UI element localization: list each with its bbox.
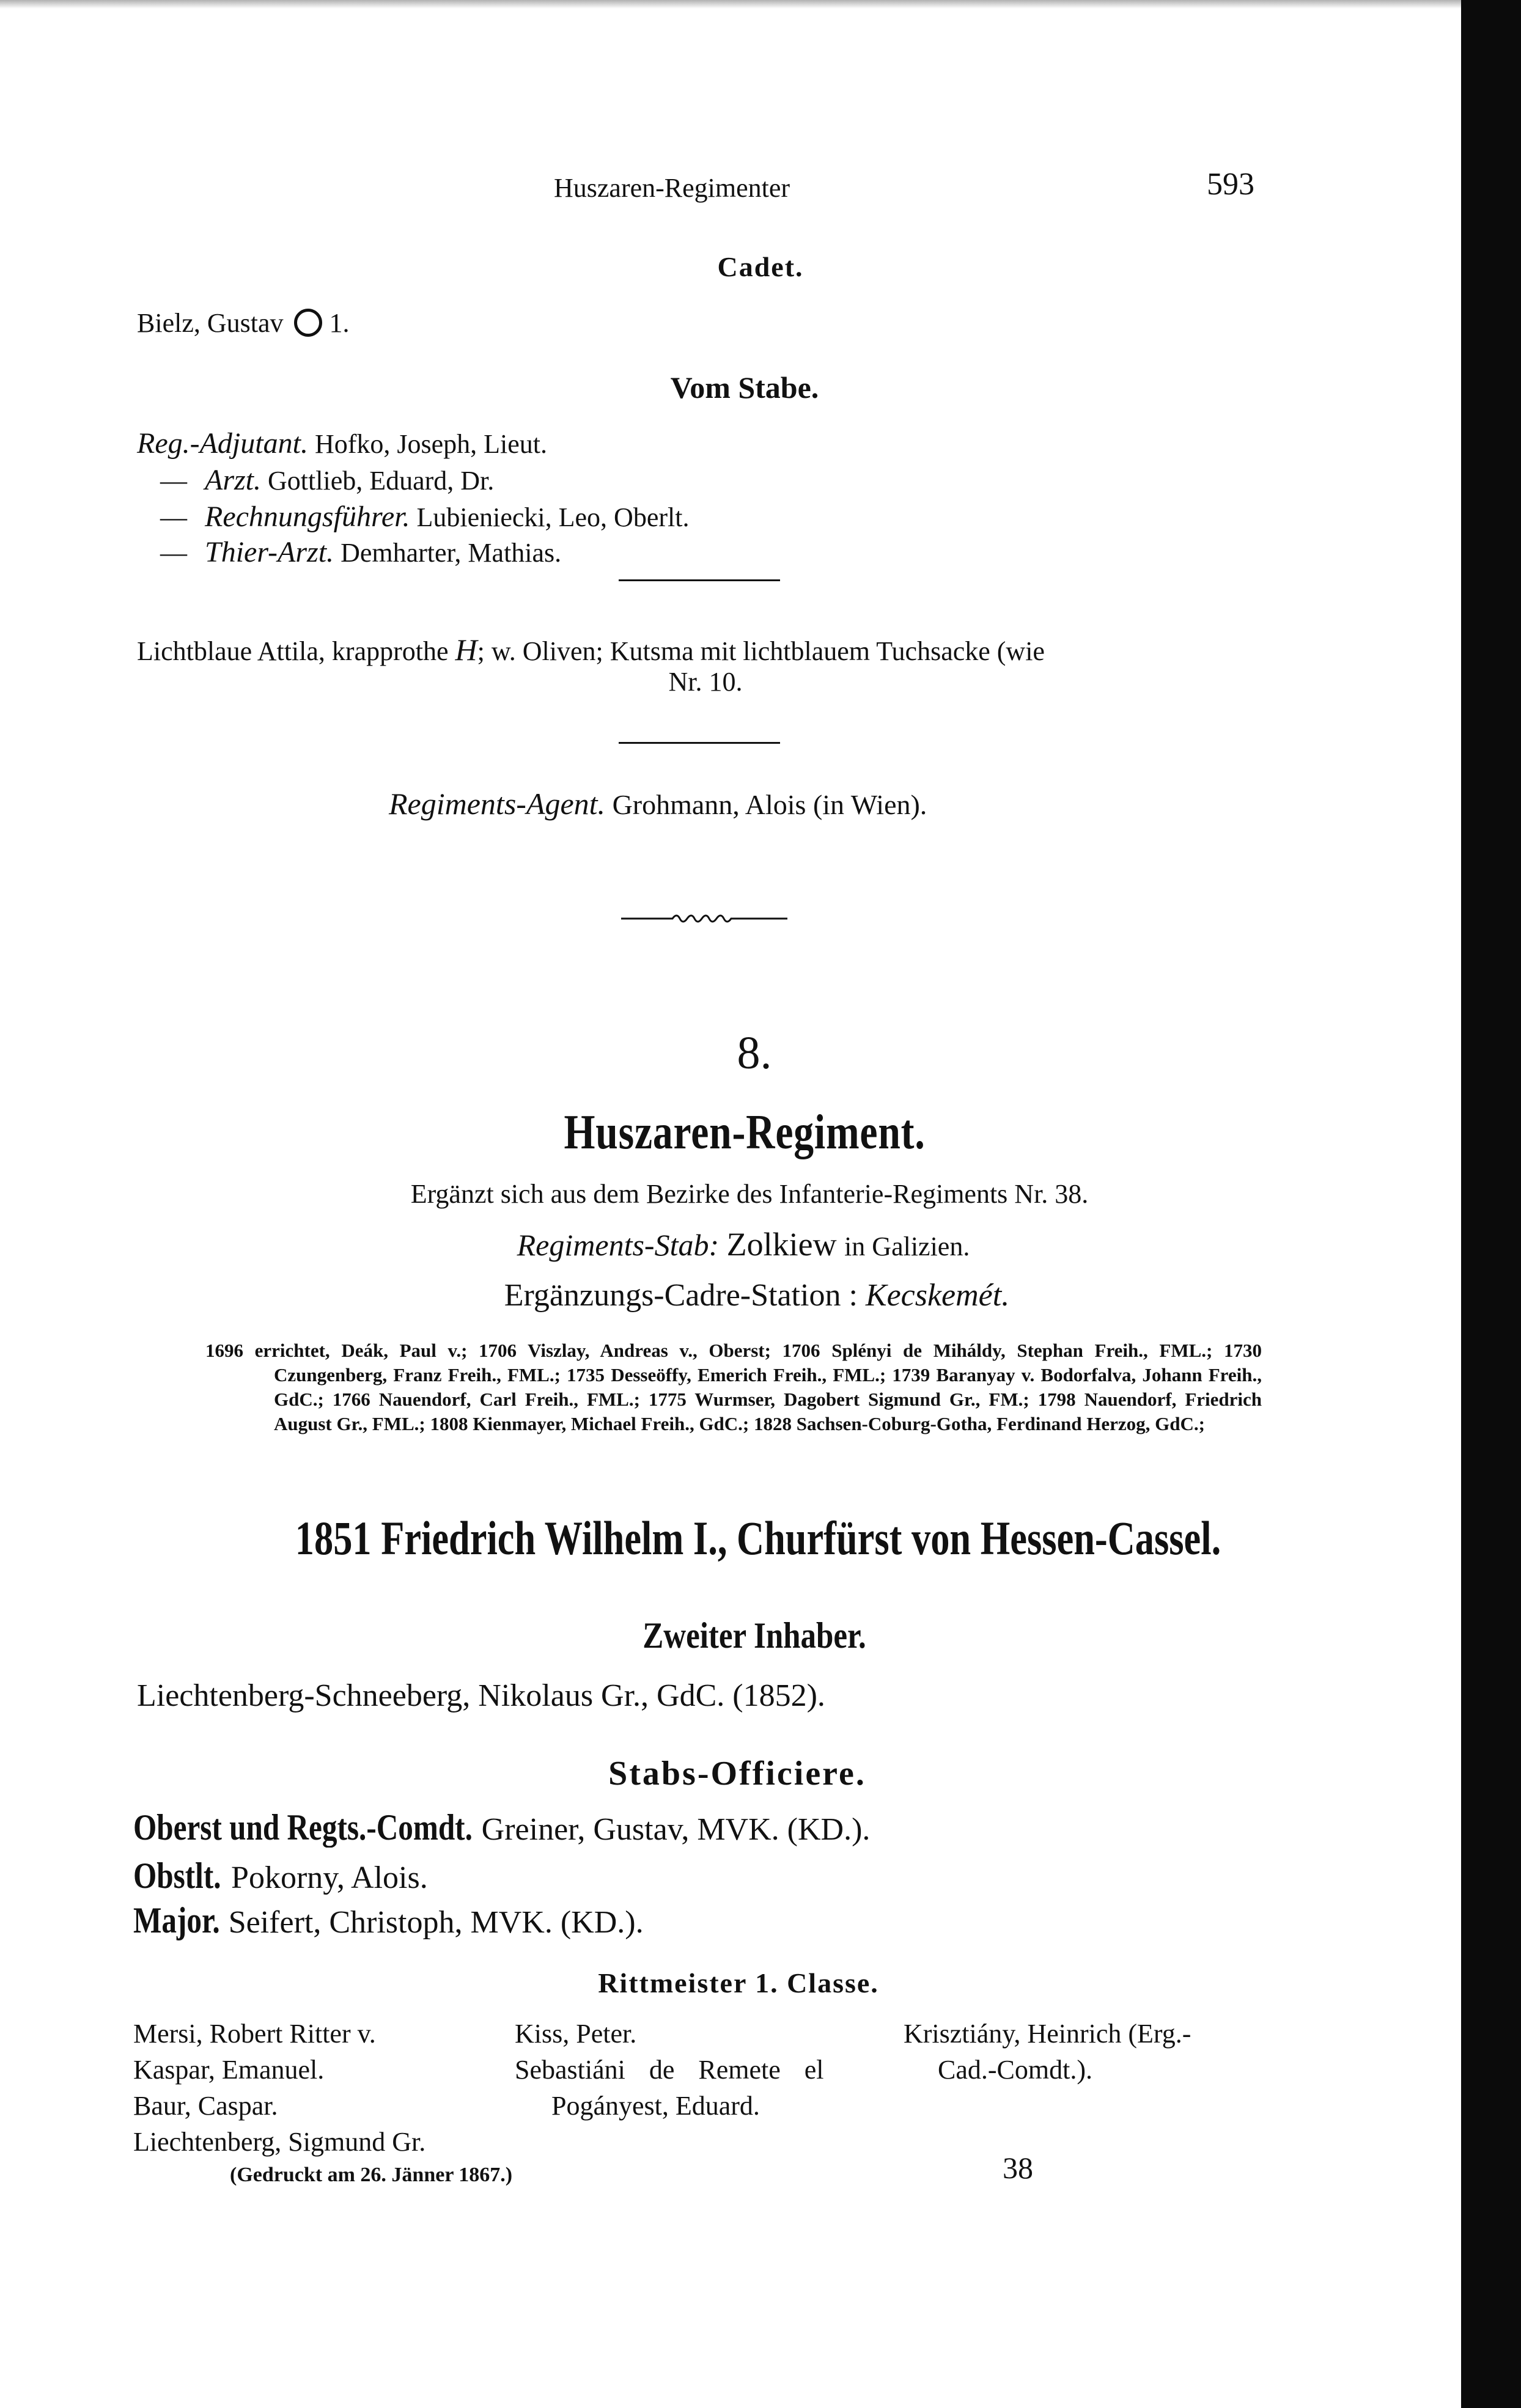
cadet-entry: [137, 307, 350, 339]
list-item: Kaspar, Emanuel.: [133, 2055, 325, 2085]
stab-line: [0, 1225, 1504, 1263]
stab-region: in Galizien.: [844, 1232, 970, 1261]
page-number: 593: [1207, 167, 1254, 202]
stab-place: Zolkiew: [726, 1226, 837, 1263]
officer-tail: (KD.).: [787, 1812, 871, 1847]
wavy-divider: [621, 911, 787, 925]
staff-row: [160, 535, 561, 569]
officer-row: [133, 1900, 644, 1942]
officer-name: Seifert, Christoph, MVK.: [228, 1905, 553, 1940]
divider: [619, 579, 780, 581]
staff-role: Arzt.: [205, 464, 262, 496]
uniform-text-b: ; w. Oliven; Kutsma mit lichtblauem Tuchsacke (wie: [477, 636, 1045, 666]
staff-role: Reg.-Adjutant.: [137, 427, 308, 460]
rittmeister-col-1: [133, 2016, 425, 2160]
list-item: Baur, Caspar.: [133, 2091, 278, 2121]
running-title: Huszaren-Regimenter: [554, 173, 790, 203]
staff-row: [160, 500, 689, 534]
second-owner-name: Liechtenberg-Schneeberg, Nikolaus Gr., GdC. (1852).: [137, 1678, 825, 1713]
officer-row: [133, 1855, 428, 1897]
staff-heading: Vom Stabe.: [670, 370, 819, 405]
list-item: Liechtenberg, Sigmund Gr.: [133, 2127, 426, 2157]
cadre-place: Kecskemét.: [865, 1278, 1010, 1313]
officer-rank: Oberst und Regts.-Comdt.: [133, 1807, 473, 1848]
list-item: Krisztiány, Heinrich (Erg.-: [904, 2019, 1191, 2049]
regiment-title: Huszaren-Regiment.: [564, 1106, 926, 1159]
agent-name: Grohmann, Alois (in Wien).: [612, 789, 927, 820]
list-item: Sebastiáni de Remete el: [515, 2055, 824, 2085]
staff-row: [137, 427, 547, 460]
cadre-line: [0, 1277, 1517, 1313]
chronicle-block: [205, 1338, 1262, 1436]
uniform-text-h: H: [455, 633, 477, 667]
staff-role: Thier-Arzt.: [205, 536, 334, 568]
staff-name: Demharter, Mathias.: [341, 538, 562, 568]
staff-dash: —: [160, 538, 187, 568]
rittmeister-col-2: [515, 2016, 824, 2124]
staff-name: Lubieniecki, Leo, Oberlt.: [416, 502, 690, 532]
officer-name: Pokorny, Alois.: [231, 1860, 428, 1895]
staff-role: Rechnungsführer.: [205, 501, 410, 533]
staff-dash: —: [160, 466, 187, 496]
scan-shadow: [0, 0, 1461, 9]
uniform-line-2: Nr. 10.: [668, 667, 743, 697]
cadet-tail: 1.: [329, 308, 350, 338]
list-item: Kiss, Peter.: [515, 2019, 637, 2049]
circle-icon: [294, 309, 322, 337]
divider: [619, 742, 780, 744]
rittmeister-col-3: [904, 2016, 1191, 2088]
cadre-label: Ergänzungs-Cadre-Station :: [504, 1278, 858, 1313]
staff-officers-heading: Stabs-Officiere.: [608, 1755, 866, 1793]
cadet-heading: Cadet.: [717, 251, 804, 282]
agent-label: Regiments-Agent.: [389, 787, 606, 821]
staff-row: [160, 463, 494, 497]
printed-note: (Gedruckt am 26. Jänner 1867.): [230, 2164, 513, 2186]
officer-rank: Major.: [133, 1900, 220, 1940]
agent-line: [389, 786, 927, 821]
staff-name: Gottlieb, Eduard, Dr.: [268, 466, 495, 496]
rittmeister-heading: Rittmeister 1. Classe.: [598, 1967, 879, 1999]
uniform-text-a: Lichtblaue Attila, krapprothe: [137, 636, 449, 666]
signature-mark: 38: [1003, 2151, 1033, 2185]
list-item: Pogányest, Eduard.: [551, 2091, 760, 2121]
officer-name: Greiner, Gustav, MVK.: [481, 1812, 779, 1847]
officer-tail: (KD.).: [560, 1905, 644, 1940]
regiment-number: 8.: [737, 1027, 772, 1079]
list-item: Cad.-Comdt.).: [938, 2055, 1092, 2085]
officer-row: [133, 1807, 870, 1849]
uniform-line-1: [137, 632, 1045, 667]
staff-dash: —: [160, 502, 187, 532]
officer-rank: Obstlt.: [133, 1856, 221, 1896]
chronicle-text: 1696 errichtet, Deák, Paul v.; 1706 Viszlay, Andreas v., Oberst; 1706 Splényi de Miháldy, Stephan Freih., FML.; 1730 Czungenberg, Franz Freih., FML.; 1735 Desseöffy, Emerich Freih., FML.; 1739 Baranyay v. Bodorfalva, Johann Freih., GdC.; 1766 Nauendorf, Carl Freih., FML.; 1775 Wurmser, Dagobert Sigmund Gr., FM.; 1798 Nauendorf, Friedrich August Gr., FML.; 1808 Kienmayer, Michael Freih., GdC.; 1828 Sachsen-Coburg-Gotha, Ferdinand Herzog, GdC.;: [205, 1340, 1262, 1434]
owner-line: 1851 Friedrich Wilhelm I., Churfürst von Hessen-Cassel.: [295, 1511, 1221, 1565]
recruitment-line: Ergänzt sich aus dem Bezirke des Infanterie-Regiments Nr. 38.: [410, 1179, 1089, 1209]
list-item: Mersi, Robert Ritter v.: [133, 2019, 376, 2049]
stab-label: Regiments-Stab:: [517, 1228, 720, 1262]
cadet-name: Bielz, Gustav: [137, 308, 284, 338]
staff-name: Hofko, Joseph, Lieut.: [314, 429, 547, 459]
second-owner-heading: Zweiter Inhaber.: [643, 1615, 866, 1656]
